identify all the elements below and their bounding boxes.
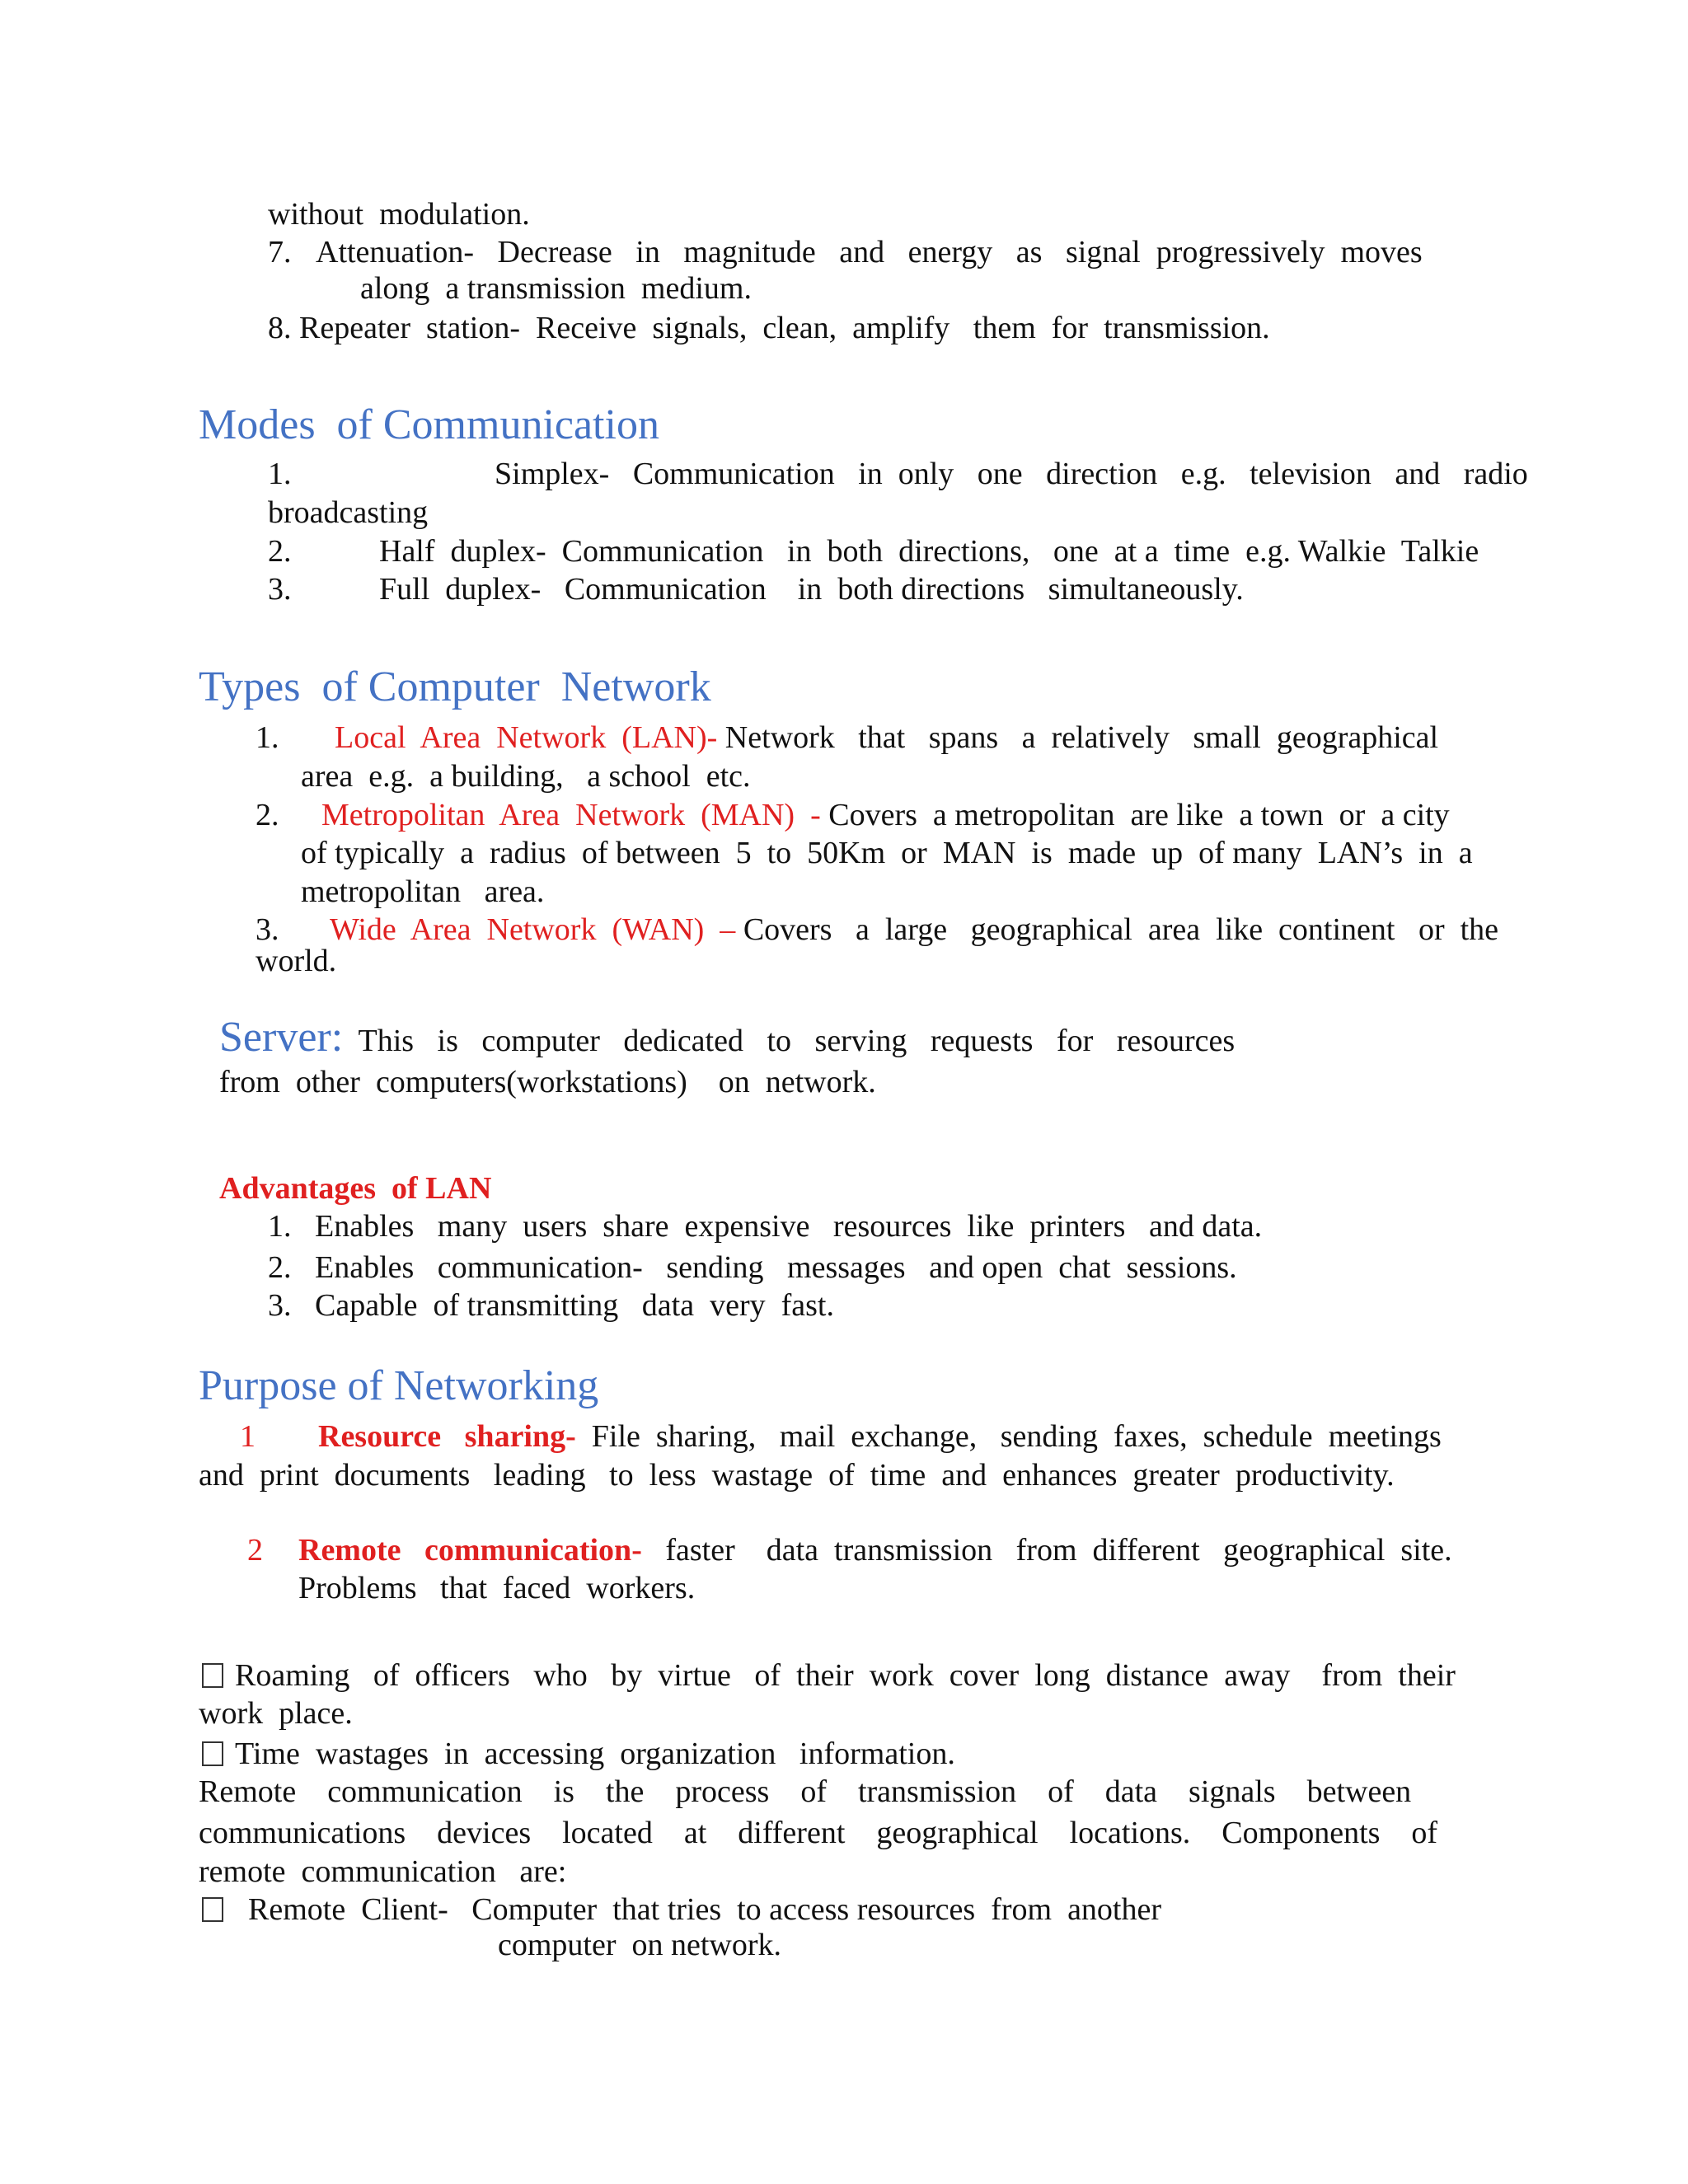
continued-line: without modulation. <box>268 197 530 232</box>
wan-description: Covers a large geographical area like continent or the <box>735 912 1499 947</box>
types-item-man-cont: of typically a radius of between 5 to 50Km or MAN is made up of many LAN’s in a <box>301 836 1473 870</box>
resource-sharing-term: Resource sharing- <box>318 1419 576 1454</box>
types-item-man <box>321 796 1450 834</box>
types-item-lan-cont: area e.g. a building, a school etc. <box>301 759 751 794</box>
bullet-roaming <box>202 1657 1456 1694</box>
types-number-2: 2. <box>256 798 279 832</box>
types-heading: Types of Computer Network <box>199 663 711 710</box>
purpose-item-resource-sharing-cont: and print documents leading to less wastage of time and enhances greater productivity. <box>199 1458 1395 1493</box>
checkbox-glyph-icon <box>202 1663 223 1688</box>
roaming-text: Roaming of officers who by virtue of their work cover long distance away from their <box>235 1658 1456 1693</box>
types-item-lan <box>335 719 1438 757</box>
checkbox-glyph-icon <box>202 1897 223 1922</box>
remote-communication-text: faster data transmission from different geographical site. <box>641 1533 1452 1568</box>
list-number-7: 7. <box>268 235 292 269</box>
wan-term: Wide Area Network (WAN) – <box>330 912 736 947</box>
man-term: Metropolitan Area Network (MAN) - <box>321 798 821 832</box>
lan-term: Local Area Network (LAN)- <box>335 720 718 755</box>
purpose-number-1: 1 <box>240 1419 256 1454</box>
remote-client-text: Remote Client- Computer that tries to access resources from another <box>248 1892 1162 1927</box>
checkbox-glyph-icon <box>202 1741 223 1766</box>
remote-paragraph-line-3: remote communication are: <box>199 1854 567 1889</box>
types-number-3: 3. <box>256 912 279 947</box>
modes-item-half-duplex: Half duplex- Communication in both directions, one at a time e.g. Walkie Talkie <box>379 534 1479 569</box>
remote-communication-term: Remote communication- <box>298 1533 642 1568</box>
list-item-repeater: 8. Repeater station- Receive signals, clean, amplify them for transmission. <box>268 311 1270 345</box>
types-number-1: 1. <box>256 720 279 755</box>
modes-number-1: 1. <box>268 457 292 491</box>
bullet-time-wastage <box>202 1735 955 1773</box>
types-item-man-cont2: metropolitan area. <box>301 874 545 909</box>
server-text: This is computer dedicated to serving requests for resources <box>343 1024 1236 1058</box>
modes-item-full-duplex: Full duplex- Communication in both directions simultaneously. <box>379 572 1244 607</box>
bullet-remote-client <box>202 1891 1161 1929</box>
resource-sharing-text: File sharing, mail exchange, sending faxes, schedule meetings <box>575 1419 1442 1454</box>
list-item-attenuation: Attenuation- Decrease in magnitude and energy as signal progressively moves <box>316 235 1423 269</box>
purpose-item-remote-communication-cont: Problems that faced workers. <box>298 1571 696 1605</box>
modes-number-2: 2. <box>268 534 292 569</box>
purpose-item-resource-sharing <box>318 1418 1442 1455</box>
man-description: Covers a metropolitan are like a town or a city <box>820 798 1450 832</box>
purpose-heading: Purpose of Networking <box>199 1362 599 1409</box>
modes-item-simplex-cont: broadcasting <box>268 495 429 530</box>
bullet-roaming-cont: work place. <box>199 1696 353 1731</box>
types-item-wan <box>330 911 1498 949</box>
advantages-heading: Advantages of LAN <box>219 1171 492 1206</box>
purpose-number-2: 2 <box>247 1533 263 1568</box>
server-label: Server: <box>219 1014 344 1061</box>
types-item-wan-cont: world. <box>256 944 337 978</box>
bullet-remote-client-cont: computer on network. <box>498 1928 782 1962</box>
modes-item-simplex: Simplex- Communication in only one direction e.g. television and radio <box>495 457 1528 491</box>
remote-paragraph-line-1: Remote communication is the process of transmission of data signals between <box>199 1774 1412 1809</box>
time-wastage-text: Time wastages in accessing organization information. <box>235 1736 955 1771</box>
advantages-item-3: 3. Capable of transmitting data very fast. <box>268 1288 834 1323</box>
remote-paragraph-line-2: communications devices located at different geographical locations. Components of <box>199 1816 1438 1850</box>
modes-heading: Modes of Communication <box>199 401 659 448</box>
server-definition-cont: from other computers(workstations) on network. <box>219 1065 876 1099</box>
advantages-item-1: 1. Enables many users share expensive resources like printers and data. <box>268 1209 1263 1244</box>
advantages-item-2: 2. Enables communication- sending messages and open chat sessions. <box>268 1250 1237 1285</box>
lan-description: Network that spans a relatively small geographical <box>717 720 1439 755</box>
modes-number-3: 3. <box>268 572 292 607</box>
server-definition <box>219 1014 1236 1061</box>
list-item-attenuation-cont: along a transmission medium. <box>360 271 752 306</box>
purpose-item-remote-communication <box>298 1531 1452 1569</box>
